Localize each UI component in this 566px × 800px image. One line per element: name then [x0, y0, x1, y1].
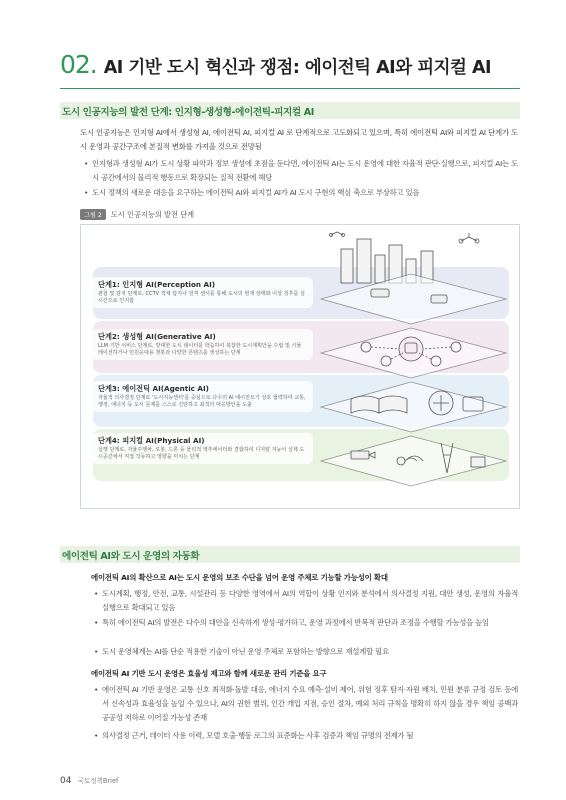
bullet-dot: • — [94, 685, 99, 694]
page-number: 04 — [60, 776, 72, 786]
section2-bullet-2-text: 특히 에이전틱 AI의 발전은 다수의 대안을 신속하게 생성·평가하고, 운영 과정에서 반복적 판단과 조정을 수행할 가능성을 높임 — [102, 618, 489, 627]
ai-stages-figure — [80, 224, 520, 509]
stage3-card — [91, 329, 313, 360]
stage4-desc: 관찰 및 감지 단계로, CCTV 객체 탐지나 원격 센서를 통해 도시의 현재 상태와 이상 징후를 실시간으로 인지함 — [98, 291, 305, 304]
stage3-desc: LLM 기반 서비스 단계로, 방대한 도시 데이터를 학습하여 복잡한 도시계획안을 수립 및 시뮬레이션하거나 민원응대용 챗봇과 다양한 콘텐츠를 생성하는 단계 — [98, 343, 302, 356]
section1-bullet-1 — [84, 157, 518, 185]
section1-intro: 도시 인공지능은 인지형 AI에서 생성형 AI, 에이전틱 AI, 피지컬 AI 로 단계적으로 고도화되고 있으며, 특히 에이전틱 AI와 피지컬 AI 단계가 도시 운영과 공간구조에 본질적 변화를 가져올 것으로 전망됨 — [80, 128, 518, 151]
stage2-card — [91, 381, 313, 412]
section2-bullet-5-text: 의사결정 근거, 데이터 사용 이력, 모델 호출·행동 로그의 표준화는 사후 검증과 책임 규명의 전제가 됨 — [102, 731, 414, 740]
page-footer — [60, 775, 118, 786]
bullet-dot: • — [94, 589, 99, 598]
section2-bullet-4-text: 에이전틱 AI 기반 운영은 교통 신호 최적화·돌발 대응, 에너지 수요 예측·설비 제어, 위험 징후 탐지·자원 배치, 민원 분류 규정 검토 등에서 신속성과 효율성을 높일 수 있으나, AI의 권한 범위, 인간 개입 지점, 승인 절차, 예외 처리 규칙을 명확히 하지 않을 경우 책임 공백과 공공성 저하로 이어질 가능성 존재 — [102, 685, 518, 722]
section2-bullet-5 — [94, 729, 518, 743]
stage4-card — [91, 277, 313, 308]
stage1-desc: 실행 단계로, 자율주행차, 로봇, 드론 등 물리적 액추에이터와 결합하여 디지털 지능이 실제 도시공간에서 직접 작동하고 영향을 미치는 단계 — [98, 447, 305, 460]
section1-bullet-2 — [84, 186, 518, 200]
stage2-title: 단계3: 에이전틱 AI(Agentic AI) — [98, 384, 209, 393]
stage4-title: 단계1: 인지형 AI(Perception AI) — [98, 280, 216, 289]
bullet-dot: • — [84, 159, 89, 168]
stage2-desc: 자율적 의사결정 단계로 '도시지능센터'를 중심으로 다수의 AI 에이전트가 상호 협력하여 교통, 행정, 에너지 등 도시 문제를 스스로 진단하고 최적의 대응방안을 도출 — [98, 395, 306, 408]
section-heading-2-text: 에이전틱 AI와 도시 운영의 자동화 — [62, 550, 200, 562]
section1-bullet-2-text: 도시 정책의 새로운 대응을 요구하는 에이전틱 AI와 피지컬 AI가 AI 도시 구현의 핵심 축으로 부상하고 있음 — [92, 188, 420, 197]
section2-bullet-2 — [94, 616, 518, 630]
section2-lead-2: 에이전틱 AI 기반 도시 운영은 효율성 제고와 함께 새로운 관리 기준을 요구 — [91, 669, 327, 678]
stage1-card — [91, 433, 313, 464]
figure-caption — [80, 209, 194, 220]
bullet-dot: • — [94, 731, 99, 740]
bullet-dot: • — [94, 647, 99, 656]
section1-bullet-1-text: 인지형과 생성형 AI가 도시 상황 파악과 정보 생성에 초점을 둔다면, 에이전틱 AI는 도시 운영에 대한 자율적 판단·실행으로, 피지컬 AI는 도시 공간에서의 물리적 행동으로 확장되는 질적 전환에 해당 — [92, 159, 518, 182]
chapter-number: 02. — [60, 50, 97, 79]
section2-bullet-4 — [94, 683, 518, 725]
section-heading-2 — [60, 546, 520, 563]
stage3-title: 단계2: 생성형 AI(Generative AI) — [98, 332, 216, 341]
journal-name: 국토정책Brief — [77, 777, 119, 785]
chapter-title — [60, 50, 540, 84]
bullet-dot: • — [84, 188, 89, 197]
section2-bullet-1 — [94, 587, 518, 615]
chapter-heading: AI 기반 도시 혁신과 쟁점: 에이전틱 AI와 피지컬 AI — [103, 58, 492, 78]
title-divider — [60, 88, 520, 89]
section2-bullet-1-text: 도시계획, 행정, 안전, 교통, 시설관리 등 다양한 영역에서 AI의 역할이 상황 인지와 분석에서 의사결정 지원, 대안 생성, 운영의 자율적 실행으로 확대되고 있음 — [102, 589, 518, 612]
bullet-dot: • — [94, 618, 99, 627]
section2-lead-1: 에이전틱 AI의 확산으로 AI는 도시 운영의 보조 수단을 넘어 운영 주체로 기능할 가능성이 확대 — [91, 573, 388, 582]
section-heading-1-text: 도시 인공지능의 발전 단계: 인지형-생성형-에이전틱-피지컬 AI — [62, 106, 314, 118]
city-illustration — [311, 229, 516, 505]
figure-caption-text: 도시 인공지능의 발전 단계 — [110, 209, 195, 219]
section2-bullet-3-text: 도시 운영체계는 AI를 단순 적용한 기술이 아닌 운영 주체로 포함하는 방향으로 재설계할 필요 — [102, 647, 389, 656]
section2-bullet-3 — [94, 645, 518, 659]
stage1-title: 단계4: 피지컬 AI(Physical AI) — [98, 436, 205, 445]
section-heading-1 — [60, 102, 520, 119]
figure-tag: 그림 2 — [80, 209, 106, 220]
